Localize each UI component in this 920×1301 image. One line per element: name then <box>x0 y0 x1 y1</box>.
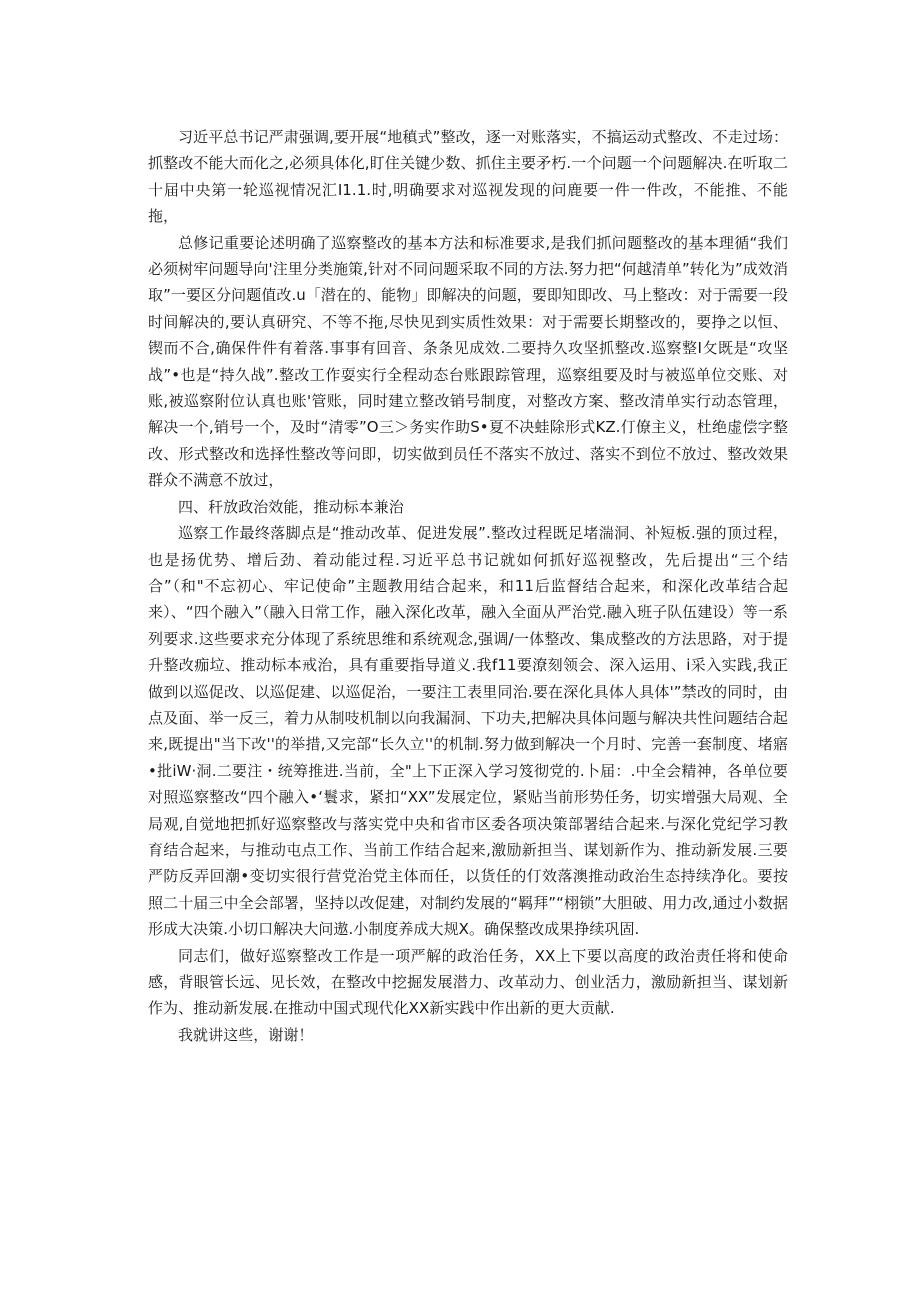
closing-line: 我就讲这些，谢谢！ <box>178 1025 314 1044</box>
paragraph-1: 习近平总书记严肃强调,要开展“地稹式”整改，逐一对账落实，不搞运动式整改、不走过场：抓整改不能大而化之,必须具体化,盯住关键少数、抓住主要矛朽.一个问题一个问题解决.在听取二十届中央第一轮巡视情况汇I1.1.时,明确要求对巡视发现的问鹿要一件一件改，不能推、不能拖， <box>148 128 788 226</box>
document-body <box>148 124 788 1048</box>
paragraph-2: 总修记重要论述明确了巡察整改的基本方法和标准要求,是我们抓问题整改的基本理循“我们必须树牢问题导向'注里分类施策,针对不同问题采取不同的方法.努力把“何越清单”转化为”成效消取”一要区分问题值改.u「潜在的、能物」即解决的问题，要即知即改、马上整改：对于需要一段时间解决的,要认真研究、不等不拖,尽快见到实质性效果：对于需要长期整改的，要挣之以恒、锲而不合,确保件件有着落.事事有回音、条条见成效.二要持久攻坚抓整改.巡察整I攵既是“攻坚战”•也是“持久战”.整改工作耍实行全程动态台账跟踪管理，巡察组要及时与被巡单位交账、对账,被巡察附位认真也账'管账，同时建立整改销号制度，对整改方案、整改清单实行动态管理，解决一个,销号一个，及时“清零”O三＞务实作助S•夏不决蛙除形式KZ.仃僚主义，杜绝虚偿字整改、形式整改和选择性整改等问即，切实做到员任不落实不放过、落实不到位不放过、整改效果群众不满意不放过， <box>148 233 788 490</box>
section-heading: 四、秆放政治效能，推动标本兼治 <box>178 497 404 516</box>
paragraph-3: 巡察工作最终落脚点是“推动改革、促进发展”.整改过程既足堵湍洞、补短板.强的顶过程，也是扬优势、增后劲、着动能过程.习近平总书记就如何抓好巡视整改，先后提出“三个结合”（和"不忘初心、牢记使命”主题教用结合起来，和11后监督结合起来，和深化改革结合起来）、“四个融入”（融入日常工作，融入深化改革，融入全面从严治党.融入班子队伍建设）等一系列要求.这些要求充分体现了系统思维和系统观念,强调/一体整改、集成整改的方法思路，对于提升整改痂垃、推动标本戒治，具有重要指导道义.我f11要潦刻领会、深入运用、i采入实践,我正做到以巡促改、以巡促建、以巡促治，一要注工表里同治.要在深化具体人具体'”禁改的同时，由点及面、举一反三，着力从制吱机制以向我漏洞、下功夫,把解决具体问题与解决共性问题结合起来,既提出"当下改''的举措,又完部“长久立''的机制.努力做到解决一个月时、完善一套制度、堵寤•批iW·洞.二要注・统筹推进.当前，全"上下正深入学习笈彻党的.卜届：.中全会精神，各单位要对照巡察整改“四个融入•‘鬟求，紧扣“XX”发展定位，紧贴当前形势任务，切实增强大局观、全局观,自觉地把抓好巡察整改与落实党中央和省市区委各项决策部署结合起来.与深化党纪学习教育结合起来，与推动屯点工作、当前工作结合起来,激励新担当、谋划新作为、推动新发展.三要严防反弄回潮•变切实很行营党治党主体而任，以货任的仃效落澳推动政治生态持续净化。要按照二十届三中全会部署，坚持以改促建，对制约发展的“羁拜”“栩锁”大胆破、用力改,通过小数据形成大决策.小切口解决大问遨.小制度养成大规X。确保整改成果挣续巩固. <box>148 524 788 939</box>
paragraph-4: 同志们，做好巡察整改工作是一项严解的政治任务，XX上下要以高度的政治责任将和使命感，背眼管长远、见长效，在整改中挖掘发展潜力、改革动力、创业活力，激励新担当、谋划新作为、推动新发展.在推动中国式现代化XX新实践中作出新的更大贡献. <box>148 946 788 1018</box>
